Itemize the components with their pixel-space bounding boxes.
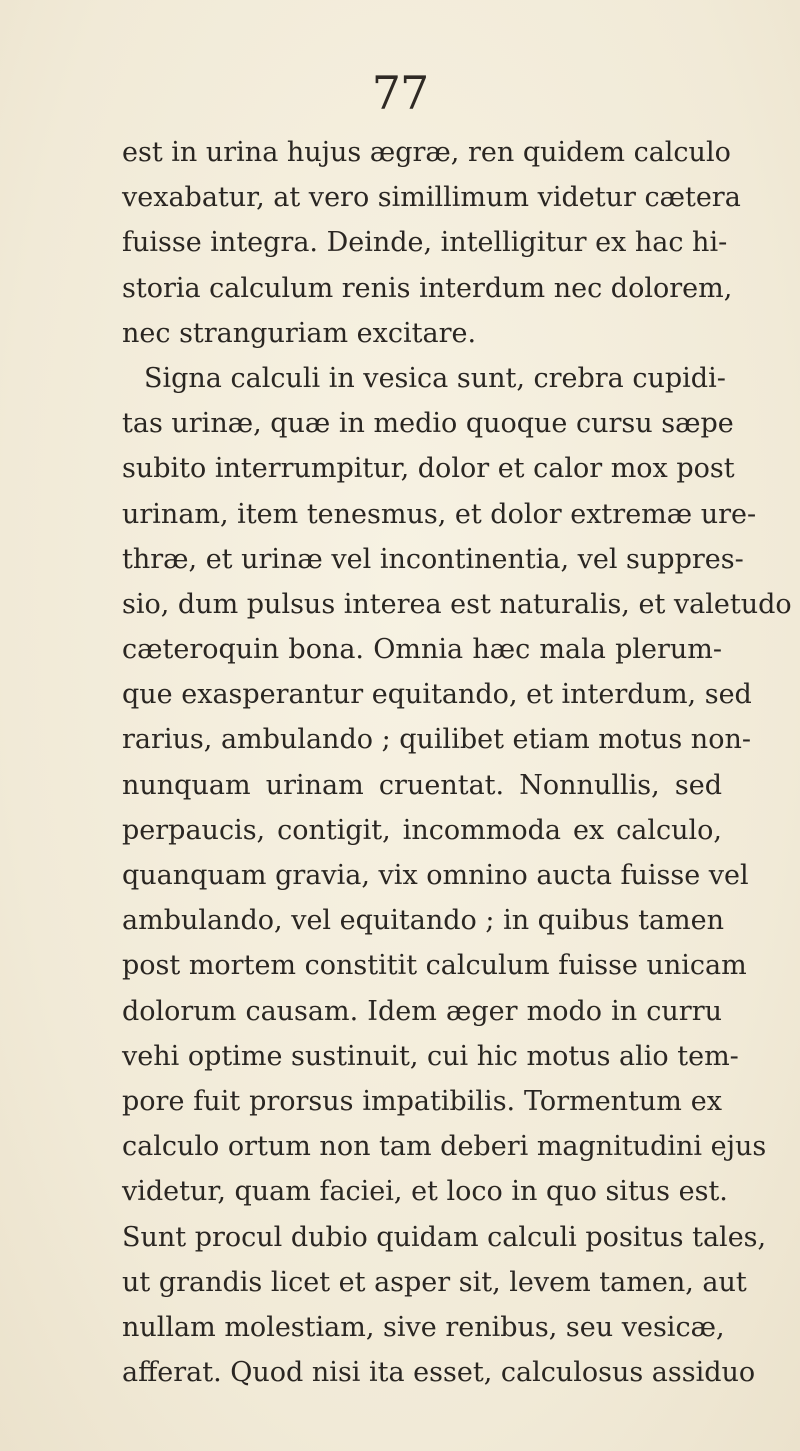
text-line: nunquam urinam cruentat. Nonnullis, sed (122, 769, 722, 801)
text-line: Signa calculi in vesica sunt, crebra cupidi- (144, 362, 726, 394)
text-line: est in urina hujus ægræ, ren quidem calculo (122, 137, 731, 168)
text-line: que exasperantur equitando, et interdum, sed (122, 679, 752, 711)
text-line: vehi optime sustinuit, cui hic motus alio tem- (122, 1040, 739, 1072)
text-line: urinam, item tenesmus, et dolor extremæ ure- (122, 498, 757, 530)
text-line: nullam molestiam, sive renibus, seu vesicæ, (122, 1311, 725, 1343)
text-line: afferat. Quod nisi ita esset, calculosus assiduo (122, 1357, 756, 1389)
text-line: cæteroquin bona. Omnia hæc mala plerum- (122, 634, 722, 666)
text-line: tas urinæ, quæ in medio quoque cursu sæpe (122, 408, 734, 440)
text-line: thræ, et urinæ vel incontinentia, vel suppres- (122, 543, 744, 575)
page-number: 77 (371, 66, 429, 120)
text-line: Sunt procul dubio quidam calculi positus tales, (122, 1221, 767, 1253)
text-line: storia calculum renis interdum nec dolorem, (122, 272, 733, 304)
text-line: perpaucis, contigit, incommoda ex calculo, (122, 814, 722, 846)
text-line: vexabatur, at vero simillimum videtur cætera (122, 182, 741, 214)
text-line: videtur, quam faciei, et loco in quo situs est. (122, 1176, 728, 1208)
text-line: subito interrumpitur, dolor et calor mox post (122, 453, 735, 485)
text-line: sio, dum pulsus interea est naturalis, et valetudo (122, 588, 792, 620)
text-line: pore fuit prorsus impatibilis. Tormentum ex (122, 1085, 722, 1117)
text-line: dolorum causam. Idem æger modo in curru (122, 995, 722, 1027)
text-line: nec stranguriam excitare. (122, 317, 477, 349)
body-text (122, 130, 792, 1395)
text-line: post mortem constitit calculum fuisse unicam (122, 950, 747, 982)
text-line: rarius, ambulando ; quilibet etiam motus non- (122, 724, 751, 756)
text-line: calculo ortum non tam deberi magnitudini ejus (122, 1131, 767, 1163)
text-line: ut grandis licet et asper sit, levem tamen, aut (122, 1266, 747, 1298)
text-line: quanquam gravia, vix omnino aucta fuisse vel (122, 860, 749, 891)
text-line: ambulando, vel equitando ; in quibus tamen (122, 905, 725, 937)
text-line: fuisse integra. Deinde, intelligitur ex hac hi- (122, 227, 728, 259)
